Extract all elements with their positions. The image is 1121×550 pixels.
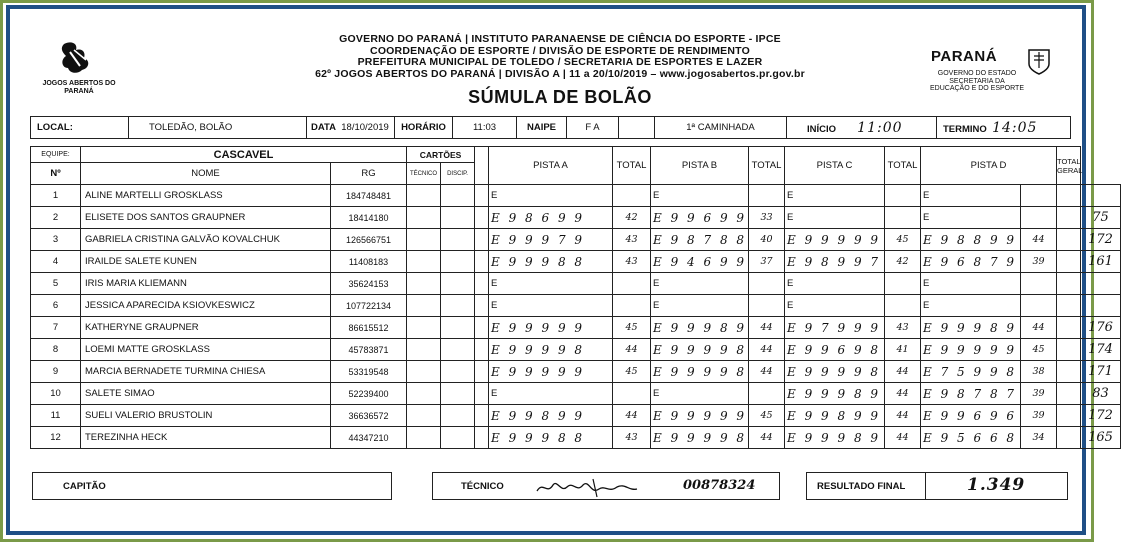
table-row	[31, 383, 1121, 405]
total-c	[885, 207, 921, 229]
pad-cell	[1057, 361, 1081, 383]
total-d	[1021, 207, 1057, 229]
data-value: 18/10/2019	[341, 122, 389, 133]
page-title: SÚMULA DE BOLÃO	[468, 87, 652, 107]
data-label	[307, 117, 395, 139]
table-row	[31, 295, 1121, 317]
pista-a-scores: E 9 9 9 8 8	[489, 251, 613, 273]
tecnico-box	[432, 472, 780, 500]
pista-c-scores: E 9 9 9 9 9	[785, 229, 885, 251]
pista-d-scores: E 9 9 9 8 9	[921, 317, 1021, 339]
spacer-cell	[475, 207, 489, 229]
total-c	[885, 185, 921, 207]
pista-d-scores: E 9 8 8 9 9	[921, 229, 1021, 251]
total-b: 44	[749, 427, 785, 449]
player-name: ELISETE DOS SANTOS GRAUPNER	[81, 207, 331, 229]
total-a: 43	[613, 251, 651, 273]
tecnico-value: 00878324	[683, 478, 756, 493]
torch-runner-icon	[34, 38, 124, 80]
pista-a-scores: E 9 9 9 8 8	[489, 427, 613, 449]
pista-d-scores: E 9 9 9 9 9	[921, 339, 1021, 361]
total-d: 45	[1021, 339, 1057, 361]
pista-d-scores: E 9 6 8 7 9	[921, 251, 1021, 273]
pista-a-header: PISTA A	[489, 147, 613, 185]
total-geral: 172	[1081, 229, 1121, 251]
row-number: 3	[31, 229, 81, 251]
pista-a-scores: E 9 9 9 9 8	[489, 339, 613, 361]
pista-c-scores: E	[785, 295, 885, 317]
pad-cell	[1057, 317, 1081, 339]
spacer-cell	[475, 339, 489, 361]
naipe-label: NAIPE	[517, 117, 567, 139]
tecnico-label: TÉCNICO	[461, 481, 504, 492]
tecnico-card-header: TÉCNICO	[407, 163, 441, 185]
pad-cell	[1057, 383, 1081, 405]
total-geral: 174	[1081, 339, 1121, 361]
player-name: KATHERYNE GRAUPNER	[81, 317, 331, 339]
scores-table	[30, 146, 1121, 449]
table-row	[31, 273, 1121, 295]
row-number: 1	[31, 185, 81, 207]
parana-sub-line2: SECRETARIA DA EDUCAÇÃO E DO ESPORTE	[929, 77, 1024, 92]
pad-cell	[1057, 295, 1081, 317]
player-name: MARCIA BERNADETE TURMINA CHIESA	[81, 361, 331, 383]
pista-b-scores: E 9 9 9 9 9	[651, 405, 749, 427]
resultado-box	[806, 472, 1068, 500]
player-name: GABRIELA CRISTINA GALVÃO KOVALCHUK	[81, 229, 331, 251]
card-tecnico	[407, 405, 441, 427]
pista-b-scores: E 9 9 6 9 9	[651, 207, 749, 229]
capitao-box	[32, 472, 392, 500]
pista-a-scores: E 9 9 9 7 9	[489, 229, 613, 251]
inicio-cell	[787, 117, 937, 139]
pista-b-scores: E	[651, 185, 749, 207]
pista-b-scores: E	[651, 295, 749, 317]
header-line-2: COORDENAÇÃO DE ESPORTE / DIVISÃO DE ESPORTE DE RENDIMENTO	[370, 44, 750, 57]
total-b: 44	[749, 317, 785, 339]
table-row	[31, 339, 1121, 361]
total-c-header: TOTAL	[885, 147, 921, 185]
total-d: 44	[1021, 317, 1057, 339]
table-row	[31, 405, 1121, 427]
logo-left-label: JOGOS ABERTOS DO PARANÁ	[42, 80, 116, 95]
pista-d-scores: E 7 5 9 9 8	[921, 361, 1021, 383]
spacer-cell	[475, 251, 489, 273]
card-discip	[441, 251, 475, 273]
termino-label: TERMINO	[943, 123, 987, 135]
player-rg: 11408183	[331, 251, 407, 273]
spacer-col	[475, 147, 489, 185]
player-rg: 107722134	[331, 295, 407, 317]
total-b: 37	[749, 251, 785, 273]
player-rg: 45783871	[331, 339, 407, 361]
card-discip	[441, 207, 475, 229]
pista-d-scores: E 9 5 6 6 8	[921, 427, 1021, 449]
player-name: SALETE SIMAO	[81, 383, 331, 405]
pista-c-scores: E 9 7 9 9 9	[785, 317, 885, 339]
spacer-cell	[475, 295, 489, 317]
spacer-cell	[475, 405, 489, 427]
total-b	[749, 273, 785, 295]
pista-d-scores: E 9 9 6 9 6	[921, 405, 1021, 427]
resultado-divider	[925, 473, 926, 499]
row-number: 7	[31, 317, 81, 339]
pista-d-scores: E	[921, 273, 1021, 295]
row-number: 12	[31, 427, 81, 449]
total-geral: 176	[1081, 317, 1121, 339]
card-tecnico	[407, 383, 441, 405]
total-c: 41	[885, 339, 921, 361]
pista-a-scores: E	[489, 273, 613, 295]
table-row	[31, 185, 1121, 207]
total-d: 39	[1021, 383, 1057, 405]
spacer-cell	[475, 229, 489, 251]
total-geral	[1081, 295, 1121, 317]
player-rg: 53319548	[331, 361, 407, 383]
resultado-label: RESULTADO FINAL	[817, 481, 906, 492]
pista-b-scores: E 9 4 6 9 9	[651, 251, 749, 273]
card-discip	[441, 427, 475, 449]
player-rg: 44347210	[331, 427, 407, 449]
pista-c-scores: E 9 9 9 8 9	[785, 383, 885, 405]
total-c: 44	[885, 361, 921, 383]
total-geral: 83	[1081, 383, 1121, 405]
row-number: 5	[31, 273, 81, 295]
pista-a-scores: E	[489, 383, 613, 405]
total-a: 45	[613, 317, 651, 339]
equipe-value: CASCAVEL	[81, 147, 407, 163]
total-geral	[1081, 185, 1121, 207]
total-d	[1021, 273, 1057, 295]
pista-d-scores: E	[921, 295, 1021, 317]
parana-logo	[925, 46, 1065, 106]
total-d: 38	[1021, 361, 1057, 383]
pad-cell	[1057, 207, 1081, 229]
card-tecnico	[407, 295, 441, 317]
total-a	[613, 273, 651, 295]
total-b	[749, 295, 785, 317]
player-name: LOEMI MATTE GROSKLASS	[81, 339, 331, 361]
spacer-cell	[475, 317, 489, 339]
card-tecnico	[407, 229, 441, 251]
total-c	[885, 295, 921, 317]
info-spacer	[619, 117, 655, 139]
equipe-label: EQUIPE:	[31, 147, 81, 163]
total-a: 44	[613, 405, 651, 427]
player-rg: 18414180	[331, 207, 407, 229]
player-rg: 86615512	[331, 317, 407, 339]
header-text	[260, 34, 860, 80]
total-c: 43	[885, 317, 921, 339]
spacer-cell	[475, 383, 489, 405]
table-row	[31, 427, 1121, 449]
total-d	[1021, 185, 1057, 207]
pista-b-scores: E 9 9 9 8 9	[651, 317, 749, 339]
card-discip	[441, 383, 475, 405]
jogos-abertos-logo	[34, 38, 124, 102]
pista-c-scores: E 9 9 9 9 8	[785, 361, 885, 383]
resultado-value: 1.349	[967, 475, 1026, 495]
player-rg: 184748481	[331, 185, 407, 207]
spacer-cell	[475, 427, 489, 449]
total-d: 44	[1021, 229, 1057, 251]
total-a	[613, 383, 651, 405]
total-geral-header: TOTAL GERAL	[1057, 147, 1081, 185]
row-number: 8	[31, 339, 81, 361]
termino-cell	[937, 117, 1071, 139]
total-a: 43	[613, 427, 651, 449]
pad-cell	[1057, 251, 1081, 273]
pista-c-scores: E	[785, 185, 885, 207]
total-d: 39	[1021, 405, 1057, 427]
naipe-value: F A	[567, 117, 619, 139]
card-tecnico	[407, 427, 441, 449]
card-discip	[441, 295, 475, 317]
table-row	[31, 317, 1121, 339]
player-rg: 52239400	[331, 383, 407, 405]
total-d	[1021, 295, 1057, 317]
total-b: 33	[749, 207, 785, 229]
no-header: Nº	[31, 163, 81, 185]
card-discip	[441, 339, 475, 361]
total-b: 44	[749, 339, 785, 361]
total-c: 44	[885, 383, 921, 405]
card-discip	[441, 405, 475, 427]
spacer-cell	[475, 185, 489, 207]
player-name: IRIS MARIA KLIEMANN	[81, 273, 331, 295]
card-tecnico	[407, 361, 441, 383]
table-row	[31, 361, 1121, 383]
card-tecnico	[407, 339, 441, 361]
card-discip	[441, 317, 475, 339]
table-row	[31, 229, 1121, 251]
card-discip	[441, 361, 475, 383]
row-number: 4	[31, 251, 81, 273]
pista-c-scores: E	[785, 207, 885, 229]
header-line-1: GOVERNO DO PARANÁ | INSTITUTO PARANAENSE DE CIÊNCIA DO ESPORTE - IPCE	[339, 33, 781, 45]
card-tecnico	[407, 317, 441, 339]
row-number: 6	[31, 295, 81, 317]
pista-a-scores: E 9 8 6 9 9	[489, 207, 613, 229]
pad-cell	[1057, 427, 1081, 449]
pista-b-scores: E 9 8 7 8 8	[651, 229, 749, 251]
total-geral: 75	[1081, 207, 1121, 229]
total-a	[613, 295, 651, 317]
pista-c-scores: E 9 9 9 8 9	[785, 427, 885, 449]
card-tecnico	[407, 251, 441, 273]
fase-value: 1ª CAMINHADA	[655, 117, 787, 139]
player-rg: 35624153	[331, 273, 407, 295]
pista-a-scores: E 9 9 9 9 9	[489, 317, 613, 339]
header-line-4: 62º JOGOS ABERTOS DO PARANÁ | DIVISÃO A | 11 a 20/10/2019 – www.jogosabertos.pr.gov.br	[315, 67, 805, 80]
player-name: TEREZINHA HECK	[81, 427, 331, 449]
pista-d-header: PISTA D	[921, 147, 1057, 185]
pad-cell	[1057, 229, 1081, 251]
total-c: 44	[885, 405, 921, 427]
total-geral: 172	[1081, 405, 1121, 427]
total-a	[613, 185, 651, 207]
discip-card-header: DISCIP.	[441, 163, 475, 185]
table-row	[31, 251, 1121, 273]
spacer-cell	[475, 273, 489, 295]
player-name: ALINE MARTELLI GROSKLASS	[81, 185, 331, 207]
total-geral: 171	[1081, 361, 1121, 383]
total-c	[885, 273, 921, 295]
total-geral	[1081, 273, 1121, 295]
pista-d-scores: E	[921, 185, 1021, 207]
pad-cell	[1057, 339, 1081, 361]
inicio-label: INÍCIO	[807, 123, 837, 135]
pista-c-scores: E 9 8 9 9 7	[785, 251, 885, 273]
pista-c-scores: E 9 9 6 9 8	[785, 339, 885, 361]
pista-d-scores: E 9 8 7 8 7	[921, 383, 1021, 405]
total-a: 44	[613, 339, 651, 361]
total-b	[749, 383, 785, 405]
scoresheet	[30, 32, 1113, 510]
total-b: 44	[749, 361, 785, 383]
pista-a-scores: E 9 9 8 9 9	[489, 405, 613, 427]
row-number: 9	[31, 361, 81, 383]
card-discip	[441, 273, 475, 295]
player-name: IRAILDE SALETE KUNEN	[81, 251, 331, 273]
total-geral: 161	[1081, 251, 1121, 273]
pista-b-scores: E	[651, 383, 749, 405]
pista-a-scores: E	[489, 295, 613, 317]
total-d: 34	[1021, 427, 1057, 449]
player-rg: 36636572	[331, 405, 407, 427]
header-line-3: PREFEITURA MUNICIPAL DE TOLEDO / SECRETARIA DE ESPORTES E LAZER	[357, 56, 763, 68]
data-label-text: DATA	[311, 122, 336, 133]
info-bar	[30, 116, 1071, 139]
pista-b-scores: E 9 9 9 9 8	[651, 361, 749, 383]
parana-wordmark: PARANÁ	[931, 48, 998, 65]
total-c: 44	[885, 427, 921, 449]
total-geral: 165	[1081, 427, 1121, 449]
nome-header: NOME	[81, 163, 331, 185]
inicio-value: 11:00	[857, 119, 903, 136]
termino-value: 14:05	[992, 119, 1038, 136]
total-a: 42	[613, 207, 651, 229]
total-b: 45	[749, 405, 785, 427]
pista-b-scores: E 9 9 9 9 8	[651, 427, 749, 449]
pad-cell	[1057, 405, 1081, 427]
pista-b-scores: E 9 9 9 9 8	[651, 339, 749, 361]
total-b-header: TOTAL	[749, 147, 785, 185]
horario-label: HORÁRIO	[395, 117, 453, 139]
card-tecnico	[407, 207, 441, 229]
local-value: TOLEDÃO, BOLÃO	[129, 117, 307, 139]
pista-c-scores: E	[785, 273, 885, 295]
card-tecnico	[407, 273, 441, 295]
pista-a-scores: E 9 9 9 9 9	[489, 361, 613, 383]
card-tecnico	[407, 185, 441, 207]
pista-b-scores: E	[651, 273, 749, 295]
pista-a-scores: E	[489, 185, 613, 207]
horario-value: 11:03	[453, 117, 517, 139]
total-d: 39	[1021, 251, 1057, 273]
tecnico-signature-icon	[533, 475, 673, 499]
spacer-cell	[475, 361, 489, 383]
player-name: JESSICA APARECIDA KSIOVKESWICZ	[81, 295, 331, 317]
total-c: 42	[885, 251, 921, 273]
parana-sub-line1: GOVERNO DO ESTADO	[937, 70, 1017, 77]
player-rg: 126566751	[331, 229, 407, 251]
card-discip	[441, 229, 475, 251]
row-number: 10	[31, 383, 81, 405]
card-discip	[441, 185, 475, 207]
pad-cell	[1057, 185, 1081, 207]
pista-b-header: PISTA B	[651, 147, 749, 185]
pista-c-header: PISTA C	[785, 147, 885, 185]
rg-header: RG	[331, 163, 407, 185]
pista-d-scores: E	[921, 207, 1021, 229]
crest-icon	[1026, 46, 1052, 76]
pista-c-scores: E 9 9 8 9 9	[785, 405, 885, 427]
total-b: 40	[749, 229, 785, 251]
capitao-label: CAPITÃO	[63, 481, 106, 492]
player-name: SUELI VALERIO BRUSTOLIN	[81, 405, 331, 427]
table-row	[31, 207, 1121, 229]
total-a: 43	[613, 229, 651, 251]
cartoes-header: CARTÕES	[407, 147, 475, 163]
players-body	[31, 185, 1121, 449]
row-number: 11	[31, 405, 81, 427]
parana-subtitle	[929, 70, 1025, 93]
total-c: 45	[885, 229, 921, 251]
total-b	[749, 185, 785, 207]
local-label: LOCAL:	[31, 117, 129, 139]
total-a-header: TOTAL	[613, 147, 651, 185]
pad-cell	[1057, 273, 1081, 295]
row-number: 2	[31, 207, 81, 229]
total-a: 45	[613, 361, 651, 383]
